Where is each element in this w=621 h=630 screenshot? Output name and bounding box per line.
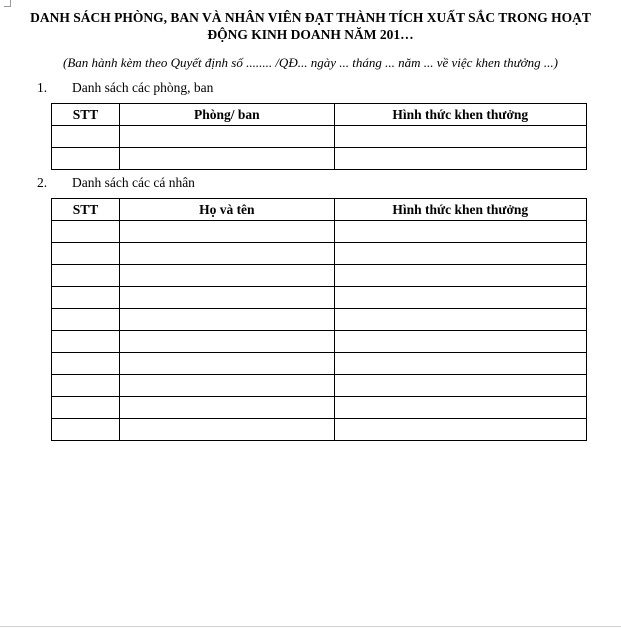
table-header-row <box>52 199 587 221</box>
cell-award[interactable] <box>334 419 586 441</box>
cell-award[interactable] <box>334 375 586 397</box>
cell-name[interactable] <box>120 309 334 331</box>
section-2-number: 2. <box>37 175 48 190</box>
table-row <box>52 287 587 309</box>
cell-name[interactable] <box>120 353 334 375</box>
table-row <box>52 243 587 265</box>
cell-name[interactable] <box>120 221 334 243</box>
cell-award[interactable] <box>334 243 586 265</box>
table-row <box>52 126 587 148</box>
cell-stt[interactable] <box>52 221 120 243</box>
table-row <box>52 397 587 419</box>
cell-name[interactable] <box>120 331 334 353</box>
section-2-title: Danh sách các cá nhân <box>72 175 195 190</box>
cell-name[interactable] <box>120 419 334 441</box>
table-row <box>52 353 587 375</box>
table-row <box>52 148 587 170</box>
section-1-number: 1. <box>37 80 48 95</box>
table-row <box>52 375 587 397</box>
cell-award[interactable] <box>334 397 586 419</box>
cell-stt[interactable] <box>52 287 120 309</box>
section-1-heading <box>37 79 213 96</box>
cell-stt[interactable] <box>52 148 120 170</box>
column-header-award-type: Hình thức khen thưởng <box>334 199 586 221</box>
document-title-line-1: DANH SÁCH PHÒNG, BAN VÀ NHÂN VIÊN ĐẠT THÀNH TÍCH XUẤT SẮC TRONG HOẠT <box>30 10 591 25</box>
table-row <box>52 309 587 331</box>
column-header-department: Phòng/ ban <box>120 104 334 126</box>
section-2-heading <box>37 174 195 191</box>
cell-stt[interactable] <box>52 397 120 419</box>
cell-award[interactable] <box>334 265 586 287</box>
cell-award[interactable] <box>334 309 586 331</box>
page-bottom-divider <box>0 626 621 627</box>
cell-stt[interactable] <box>52 265 120 287</box>
cell-stt[interactable] <box>52 309 120 331</box>
individuals-table <box>51 198 587 441</box>
cell-stt[interactable] <box>52 243 120 265</box>
cell-stt[interactable] <box>52 126 120 148</box>
table-row <box>52 265 587 287</box>
column-header-full-name: Họ và tên <box>120 199 334 221</box>
document-title <box>10 9 611 43</box>
column-header-stt: STT <box>52 199 120 221</box>
cell-name[interactable] <box>120 148 334 170</box>
cell-award[interactable] <box>334 287 586 309</box>
page-corner-mark <box>4 0 11 7</box>
departments-table-body <box>52 126 587 170</box>
cell-stt[interactable] <box>52 353 120 375</box>
cell-award[interactable] <box>334 353 586 375</box>
individuals-table-body <box>52 221 587 441</box>
table-row <box>52 419 587 441</box>
cell-name[interactable] <box>120 397 334 419</box>
document-subtitle: (Ban hành kèm theo Quyết định số ........ /QĐ... ngày ... tháng ... năm ... về việc khen thưởng ...) <box>63 55 558 70</box>
departments-table <box>51 103 587 170</box>
cell-stt[interactable] <box>52 375 120 397</box>
cell-name[interactable] <box>120 243 334 265</box>
cell-name[interactable] <box>120 287 334 309</box>
table-row <box>52 221 587 243</box>
column-header-stt: STT <box>52 104 120 126</box>
cell-award[interactable] <box>334 148 586 170</box>
cell-award[interactable] <box>334 331 586 353</box>
cell-award[interactable] <box>334 221 586 243</box>
cell-name[interactable] <box>120 265 334 287</box>
cell-award[interactable] <box>334 126 586 148</box>
cell-stt[interactable] <box>52 331 120 353</box>
cell-name[interactable] <box>120 126 334 148</box>
section-1-title: Danh sách các phòng, ban <box>72 80 214 95</box>
document-title-line-2: ĐỘNG KINH DOANH NĂM 201… <box>207 27 414 42</box>
table-header-row <box>52 104 587 126</box>
column-header-award-type: Hình thức khen thưởng <box>334 104 586 126</box>
cell-stt[interactable] <box>52 419 120 441</box>
cell-name[interactable] <box>120 375 334 397</box>
table-row <box>52 331 587 353</box>
